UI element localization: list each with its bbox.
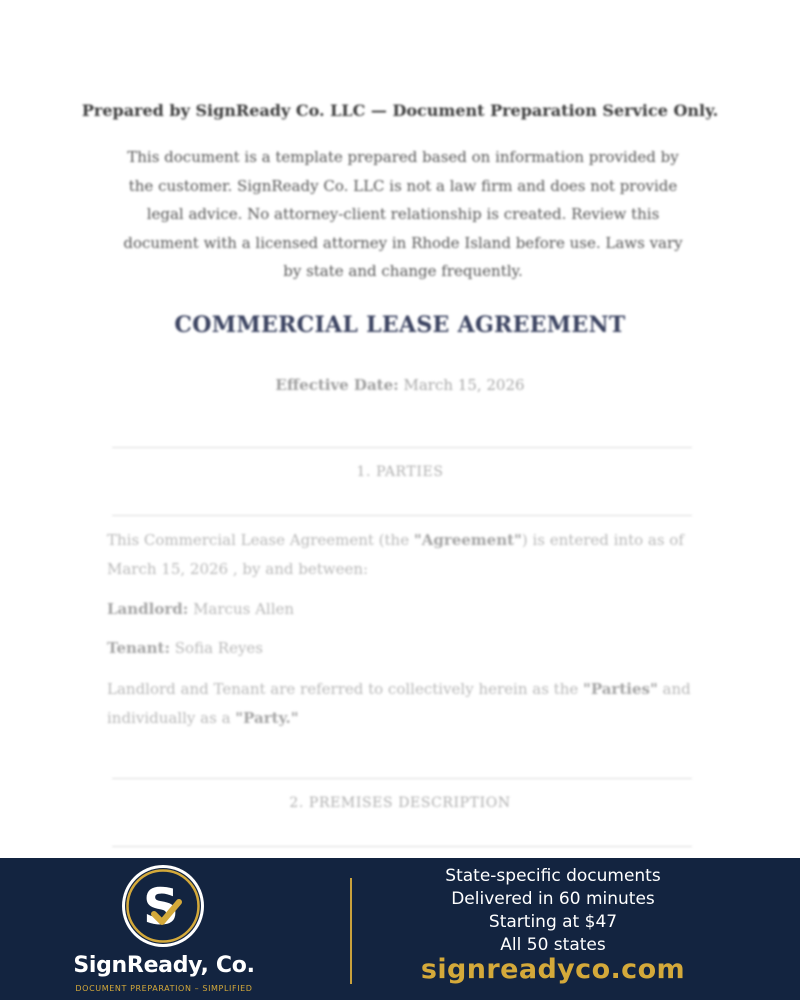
landlord-label: Landlord: — [107, 600, 189, 618]
feature-line: All 50 states — [500, 935, 606, 955]
section-divider — [112, 778, 692, 779]
landlord-name: Marcus Allen — [193, 600, 295, 618]
parties-term: "Parties" — [583, 680, 658, 698]
prepared-by-line: Prepared by SignReady Co. LLC — Document Preparation Service Only. — [81, 101, 719, 120]
section-title-premises: 2. PREMISES DESCRIPTION — [289, 795, 511, 811]
parties-collective — [107, 675, 697, 733]
tenant-name: Sofia Reyes — [174, 639, 264, 657]
banner-divider — [350, 878, 352, 984]
landlord-line — [107, 595, 697, 624]
document-title: COMMERCIAL LEASE AGREEMENT — [174, 312, 626, 338]
party-term: "Party." — [235, 709, 299, 727]
parties-intro-pre: This Commercial Lease Agreement (the — [107, 531, 414, 549]
disclaimer-text: This document is a template prepared based on information provided by the customer. SignReady Co. LLC is not a law firm and does not provide legal advice. No attorney-client relationship is created. Review this document with a licensed attorney in Rhode Island before use. Laws vary by state and change frequently. — [123, 148, 683, 280]
tenant-line — [107, 634, 697, 663]
tenant-label: Tenant: — [107, 639, 170, 657]
agreement-term: "Agreement" — [413, 531, 522, 549]
signready-logo-icon — [121, 864, 205, 948]
parties-intro — [107, 526, 697, 584]
promo-banner — [0, 858, 800, 1000]
feature-line: Delivered in 60 minutes — [451, 889, 655, 909]
section-divider — [112, 846, 692, 847]
parties-intro-post: ) is entered into as of March 15, 2026 , by and between: — [107, 531, 684, 578]
collective-pre: Landlord and Tenant are referred to collectively herein as the — [107, 680, 584, 698]
effective-date-label: Effective Date: — [275, 376, 399, 394]
logo-letter: S — [142, 878, 180, 936]
section-divider — [112, 447, 692, 448]
website-link[interactable]: signreadyco.com — [420, 954, 686, 985]
effective-date-value: March 15, 2026 — [403, 376, 525, 394]
section-divider — [112, 515, 692, 516]
feature-line: State-specific documents — [445, 866, 661, 886]
effective-date — [0, 376, 800, 394]
brand-name: SignReady, Co. — [73, 953, 255, 978]
brand-tagline: DOCUMENT PREPARATION – SIMPLIFIED — [75, 984, 253, 993]
collective-mid: and individually as a — [107, 680, 691, 727]
section-title-parties: 1. PARTIES — [356, 464, 444, 480]
feature-line: Starting at $47 — [488, 912, 618, 932]
